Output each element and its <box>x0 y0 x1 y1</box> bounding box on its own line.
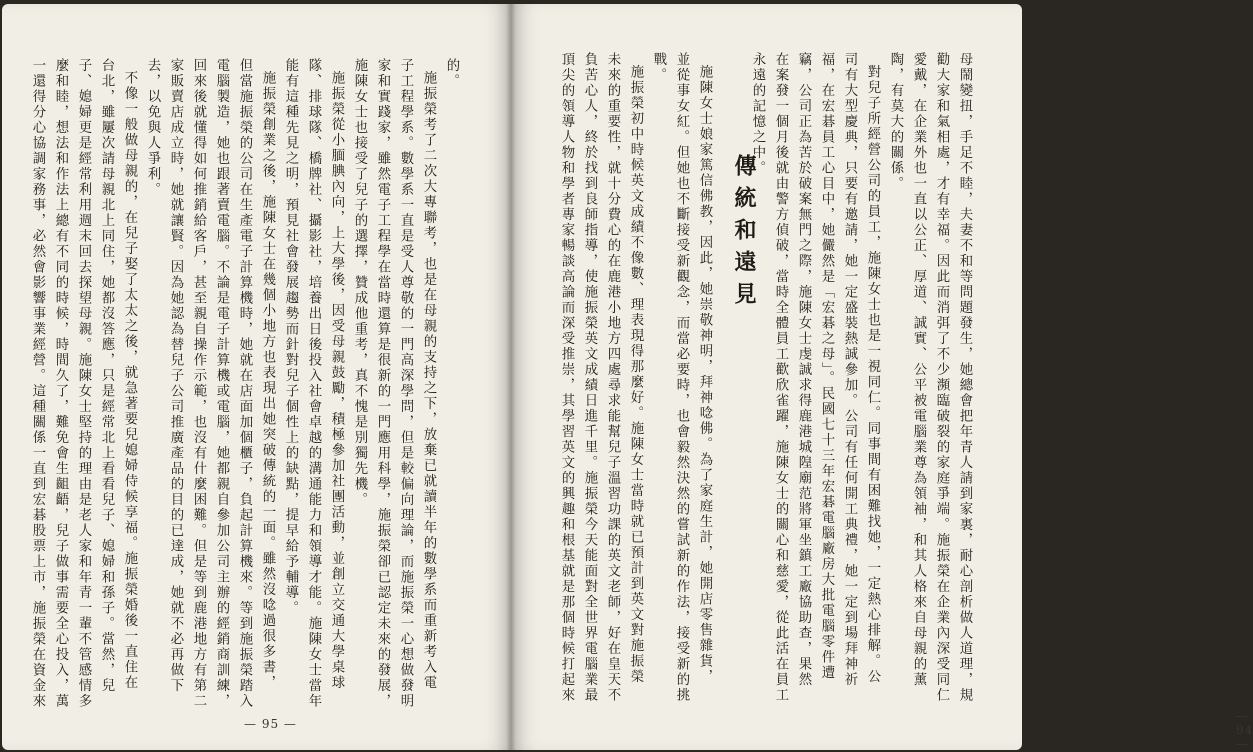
text-column: 家販賣店成立時，她就讓賢。因為她認為替兒子公司推廣產品的目的已達成，她就不必再做下 <box>168 58 183 694</box>
text-column: 愛戴，在企業外也一直以公正、厚道、誠實、公平被電腦業尊為領袖，和其人格來自母親的薰 <box>911 52 926 688</box>
text-column: 子工程學系。數學系一直是受人尊敬的一門高深學問，但是較偏向理論，而施振榮一心想做發明 <box>398 58 413 709</box>
text-column: 竊，公司正為苦於破案無門之際，施陳女士虔誠求得鹿港城隍廟范將軍坐鎮工廠協助查，果然 <box>796 52 811 688</box>
text-column: 在案發一個月後就由警方偵破，當時全體員工歡欣雀躍，施陳女士的關心和慈愛，從此活在員工 <box>773 52 788 703</box>
text-column: 的。 <box>444 58 459 89</box>
right-page-body-before <box>746 52 976 702</box>
page-number-left: — 95 — <box>244 717 297 731</box>
text-column: 不像一般做母親的，在兒子娶了太太之後，就急著要兒媳婦侍候享福。施振榮婚後一直住在 <box>122 58 137 691</box>
text-column: 對兒子所經營公司的員工，施陳女士也是一視同仁。同事間有困難找她，一定熱心排解。公 <box>865 52 880 685</box>
text-column: 施振榮創業之後，施陳女士在幾個小地方也表現出她突破傳統的一面。雖然沒唸過很多書， <box>260 58 275 691</box>
text-column: 子、媳婦更是經常利用週末回去探望母親。施陳女士堅持的理由是老人家和年青一輩不管感情多 <box>76 58 91 709</box>
text-column: 施振榮考了二次大專聯考，也是在母親的支持之下，放棄已就讀半年的數學系而重新考入電 <box>421 58 436 691</box>
right-page <box>511 4 1253 751</box>
text-column: 司有大型慶典，只要有邀請，她一定盛裝熱誠參加。公司有任何開工典禮，她一定到場拜神祈 <box>842 52 857 688</box>
left-page <box>2 4 511 750</box>
text-column: 未來的重要性，就十分費心的在鹿港小地方四處尋求能幫兒子溫習功課的英文老師，好在皇天不 <box>605 52 620 703</box>
text-column: 一還得分心協調家務事，必然會影響事業經營。這種關係一直到宏碁股票上市，施振榮在資金來 <box>30 58 45 709</box>
text-column: 施振榮初中時候英文成績不像數、理表現得那麼好。施陳女士當時就已預計到英文對施振榮 <box>628 52 643 685</box>
text-column: 但當施振榮的公司在生產電子計算機時，她就在店面加個櫃子，負起計算機來。等到施振榮踏入 <box>237 58 252 709</box>
right-page-body-after <box>555 52 716 702</box>
text-column: 能有這種先見之明，預見社會發展趨勢而針對兒子個性上的缺點，提早給予輔導。 <box>283 58 298 616</box>
section-heading: 傳統和遠見 <box>731 154 757 314</box>
left-page-body <box>26 58 463 709</box>
text-column: 施陳女士娘家篤信佛教，因此，她崇敬神明，拜神唸佛。為了家庭生計，她開店零售雜貨， <box>697 52 712 685</box>
text-column: 去，以免與人爭利。 <box>145 58 160 198</box>
text-column: 麼和睦，想法和作法上總有不同的時候，時間久了，難免會生齟齬，兒子做事需要全心投入，萬 <box>53 58 68 709</box>
text-column: 台北，雖屢次請母親北上同住，她都沒答應，只是經常北上看看兒子、媳婦和孫子。當然，兒 <box>99 58 114 694</box>
text-column: 頂尖的領導人物和學者專家暢談高論而深受推崇，其學習英文的興趣和根基就是那個時候打起來 <box>559 52 574 703</box>
text-column: 並從事女紅。但她也不斷接受新觀念，而當必要時，也會毅然決然的嘗試新的作法，接受新的挑 <box>674 52 689 703</box>
book-gutter <box>506 4 516 750</box>
text-column: 勸大家和氣相處，才有幸福。因此而消弭了不少瀕臨破裂的家庭爭端。施振榮在企業內深受同仁 <box>934 52 949 703</box>
text-column: 電腦製造，她也跟著賣電腦。不論是電子計算機或電腦，她都親自參加公司主辦的經銷商訓練， <box>214 58 229 709</box>
text-column: 施振榮從小腼腆內向，上大學後，因受母親鼓勵，積極參加社團活動，並創立交通大學桌球 <box>329 58 344 691</box>
text-column: 陶，有莫大的關係。 <box>888 52 903 192</box>
text-column: 回來後就懂得如何推銷給客戶，甚至親自操作示範，也沒有什麼困難。但是等到鹿港地方有第二 <box>191 58 206 709</box>
page-number-right: — 94 — <box>1236 709 1253 751</box>
text-column: 永遠的記憶之中。 <box>750 52 765 176</box>
text-column: 施陳女士也接受了兒子的選擇，贊成他重考，真不愧是別獨先機。 <box>352 58 367 508</box>
text-column: 隊、排球隊、橋牌社、攝影社，培養出日後投入社會卓越的溝通能力和領導才能。施陳女士當年 <box>306 58 321 709</box>
text-column: 母鬧變扭，手足不睦，夫妻不和等問題發生，她總會把年青人請到家裏，耐心剖析做人道理，規 <box>957 52 972 703</box>
text-column: 戰。 <box>651 52 666 83</box>
text-column: 負苦心人，終於找到良師指導，使施振榮英文成績日進千里。施振榮今天能面對全世界電腦業最 <box>582 52 597 703</box>
text-column: 福，在宏碁員工心目中，她儼然是「宏碁之母」。民國七十三年宏碁電腦廠房大批電腦零件遭 <box>819 52 834 681</box>
text-column: 家和實踐家，雖然電子工程學在當時還算是很新的一門應用科學，施振榮卻已認定未來的發展， <box>375 58 390 709</box>
